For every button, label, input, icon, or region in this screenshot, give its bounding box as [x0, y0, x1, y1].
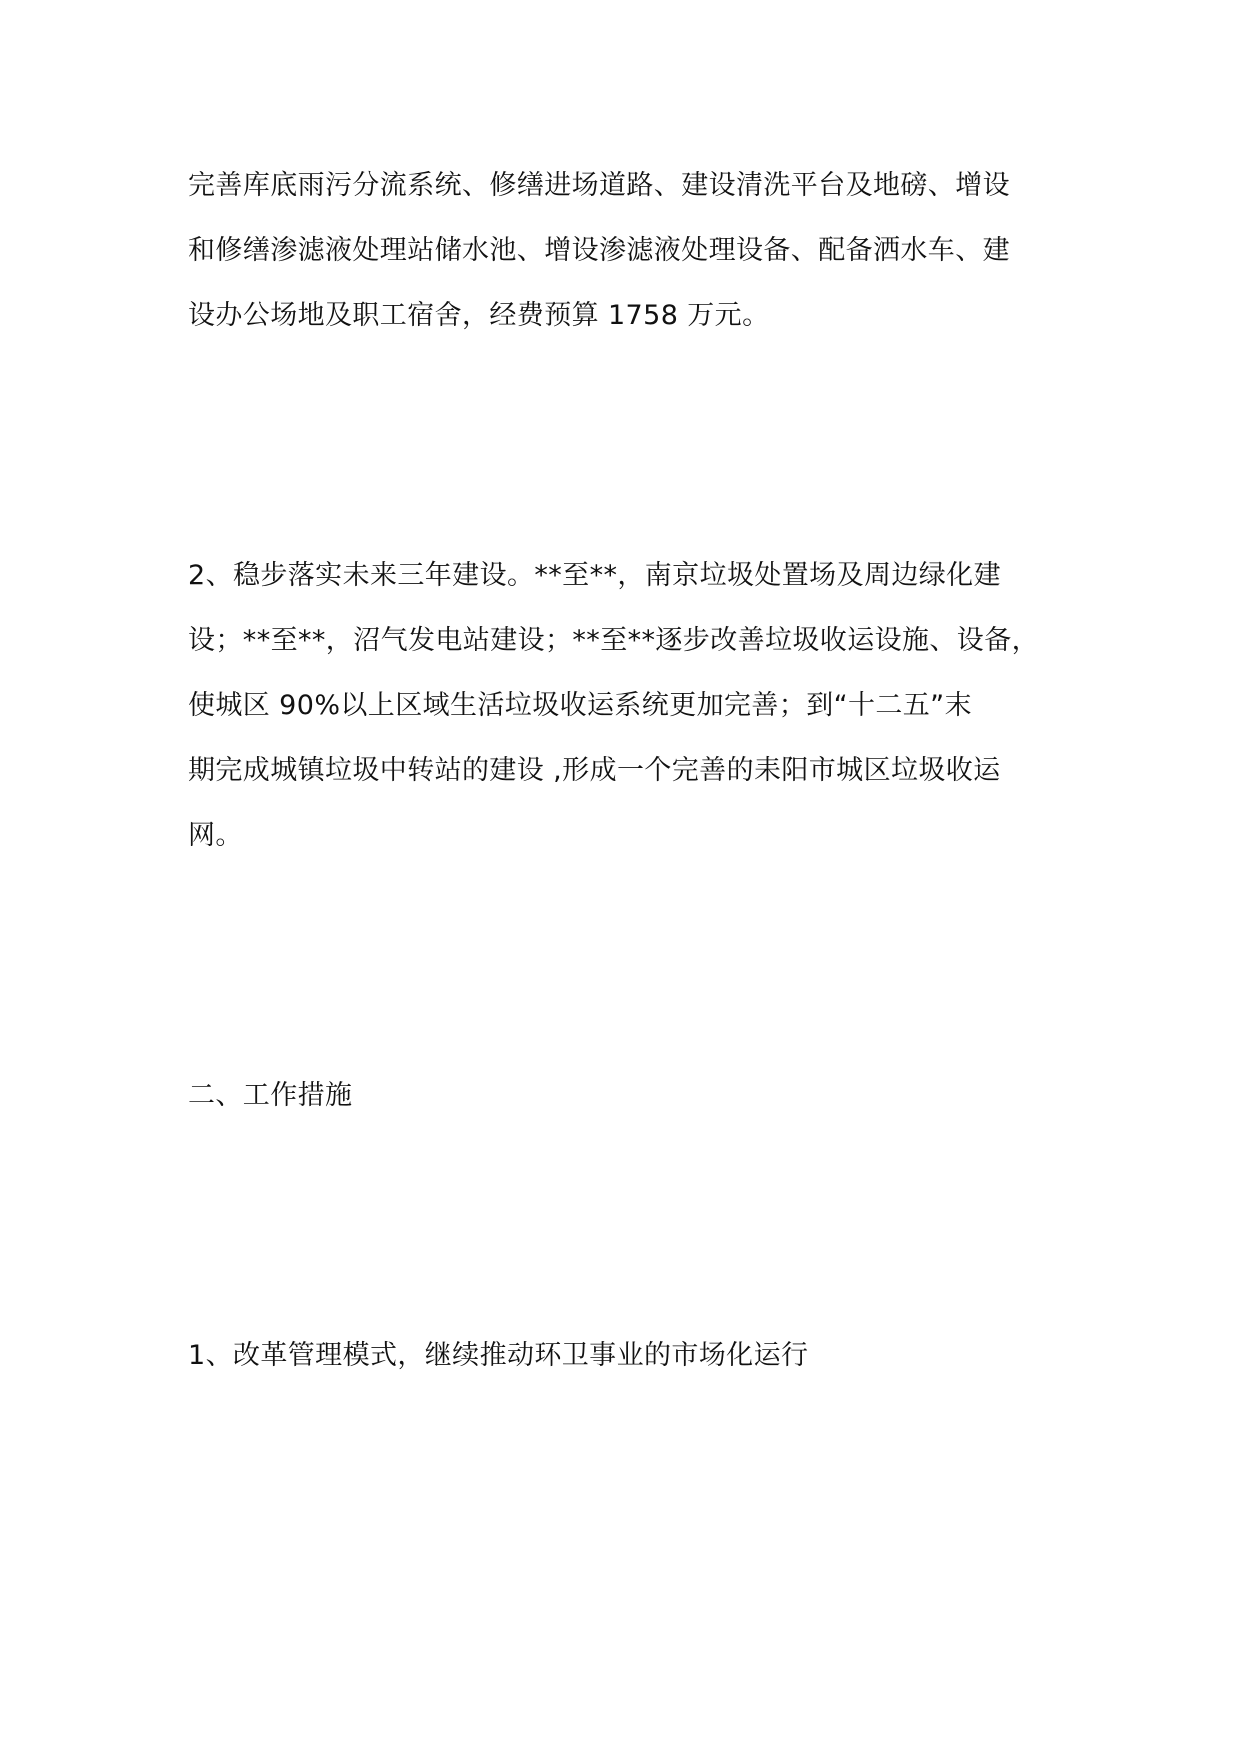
paragraph-line: 设办公场地及职工宿舍，经费预算 1758 万元。 — [188, 300, 770, 331]
paragraph-line: 设；**至**，沼气发电站建设；**至**逐步改善垃圾收运设施、设备， — [188, 625, 1039, 656]
paragraph-line: 网。 — [188, 820, 243, 851]
section-heading: 二、工作措施 — [188, 1080, 353, 1111]
paragraph-line: 期完成城镇垃圾中转站的建设 ,形成一个完善的耒阳市城区垃圾收运 — [188, 755, 1001, 786]
paragraph-line: 使城区 90%以上区域生活垃圾收运系统更加完善；到“十二五”末 — [188, 690, 972, 721]
paragraph-line: 和修缮渗滤液处理站储水池、增设渗滤液处理设备、配备洒水车、建 — [188, 235, 1010, 266]
paragraph-line: 2、稳步落实未来三年建设。**至**，南京垃圾处置场及周边绿化建 — [188, 560, 1001, 591]
paragraph-line: 完善库底雨污分流系统、修缮进场道路、建设清洗平台及地磅、增设 — [188, 170, 1010, 201]
subsection-heading: 1、改革管理模式，继续推动环卫事业的市场化运行 — [188, 1340, 809, 1371]
